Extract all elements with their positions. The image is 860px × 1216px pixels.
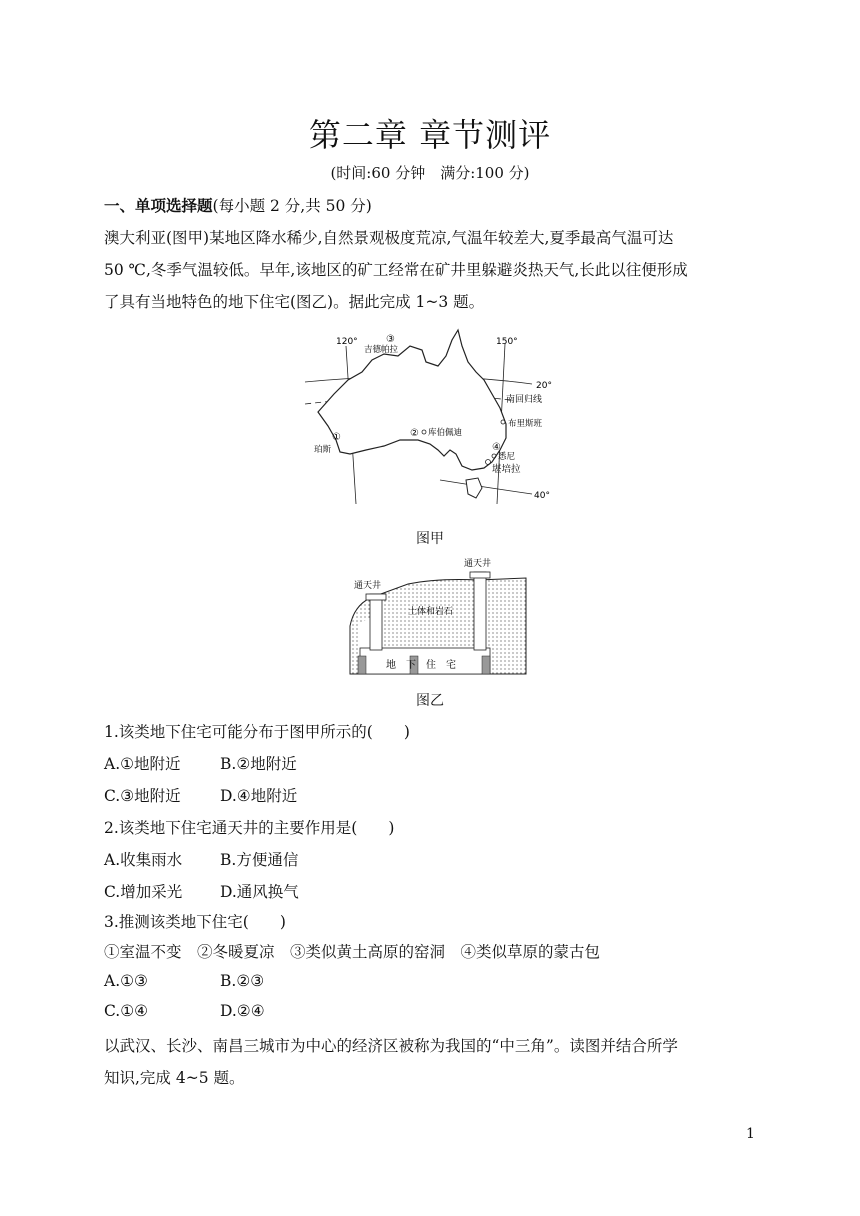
place-label: 堪培拉 — [492, 464, 521, 475]
question-statements: ①室温不变 ②冬暖夏凉 ③类似黄土高原的窑洞 ④类似草原的蒙古包 — [104, 943, 601, 961]
shaft-label: 通天井 — [464, 559, 492, 569]
figure-b-caption: 图乙 — [416, 693, 444, 709]
intro1-line: 50 ℃,冬季气温较低。早年,该地区的矿工经常在矿井里躲避炎热天气,长此以往便形成 — [104, 261, 688, 279]
tropic-label: 南回归线 — [506, 395, 543, 405]
section-heading — [104, 194, 372, 216]
option: D.通风换气 — [220, 883, 299, 901]
marker-3: ③ — [386, 334, 395, 345]
option: D.④地附近 — [220, 787, 298, 805]
marker-2: ② — [410, 428, 419, 439]
place-label: 悉尼 — [498, 452, 516, 462]
option: A.①地附近 — [104, 755, 181, 773]
lat-label: 40° — [534, 491, 550, 501]
intro1-line: 了具有当地特色的地下住宅(图乙)。据此完成 1~3 题。 — [104, 293, 485, 311]
place-label: 布里斯班 — [508, 419, 543, 429]
option: C.增加采光 — [104, 883, 183, 901]
option: A.①③ — [104, 972, 148, 990]
page-number: 1 — [746, 1126, 755, 1142]
shaft-label: 通天井 — [354, 581, 382, 591]
place-label: 吉德帕拉 — [364, 345, 399, 355]
intro2-line: 以武汉、长沙、南昌三城市为中心的经济区被称为我国的“中三角”。读图并结合所学 — [104, 1037, 678, 1055]
marker-1: ① — [332, 432, 341, 443]
page-title: 第二章 章节测评 — [308, 116, 552, 154]
lat-label: 20° — [536, 381, 552, 391]
intro2-line: 知识,完成 4~5 题。 — [104, 1069, 245, 1087]
rock-label: 土体和岩石 — [408, 607, 454, 617]
place-label: 珀斯 — [314, 445, 332, 455]
intro1-line: 澳大利亚(图甲)某地区降水稀少,自然景观极度荒凉,气温年较差大,夏季最高气温可达 — [104, 229, 674, 247]
australia-map — [300, 322, 570, 512]
option: B.②地附近 — [220, 755, 297, 773]
lon-label: 120° — [336, 337, 358, 347]
figure-a-caption: 图甲 — [416, 531, 444, 547]
question-stem: 2.该类地下住宅通天井的主要作用是( ) — [104, 819, 395, 837]
section-note: (每小题 2 分,共 50 分) — [212, 197, 372, 215]
option: B.方便通信 — [220, 851, 299, 869]
place-label: 库伯佩迪 — [428, 428, 463, 438]
exam-info: (时间:60 分钟 满分:100 分) — [330, 164, 530, 182]
option: C.①④ — [104, 1002, 149, 1020]
question-stem: 1.该类地下住宅可能分布于图甲所示的( ) — [104, 723, 410, 741]
marker-4: ④ — [492, 442, 501, 453]
question-stem: 3.推测该类地下住宅( ) — [104, 913, 286, 931]
option: A.收集雨水 — [104, 851, 183, 869]
option: D.②④ — [220, 1002, 265, 1020]
lon-label: 150° — [496, 337, 518, 347]
section-title: 一、单项选择题 — [104, 197, 213, 215]
option: C.③地附近 — [104, 787, 181, 805]
underground-house-diagram — [348, 556, 528, 676]
option: B.②③ — [220, 972, 265, 990]
house-label: 地 下 住 宅 — [386, 660, 456, 671]
